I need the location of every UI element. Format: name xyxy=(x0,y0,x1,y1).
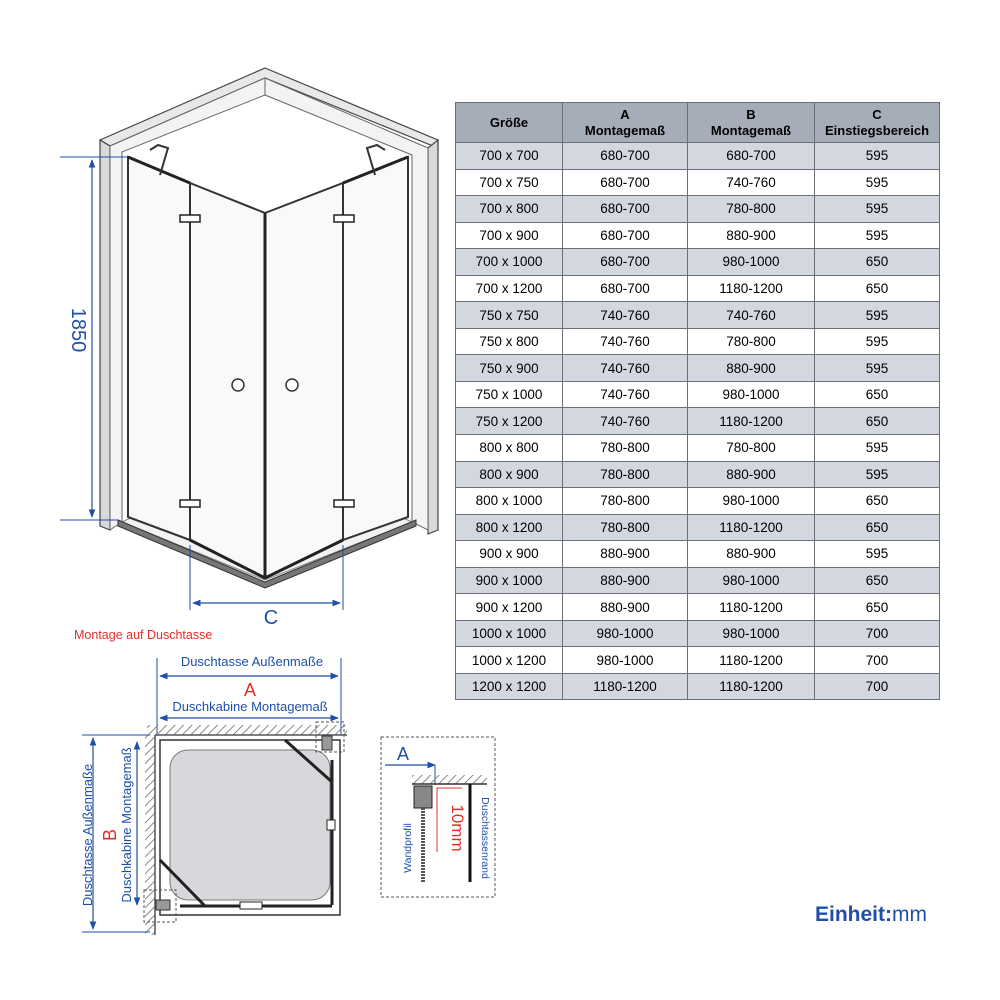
table-cell: 800 x 1000 xyxy=(456,488,563,515)
table-cell: 1180-1200 xyxy=(563,673,688,700)
table-row xyxy=(456,673,940,700)
tray-outer-label: Duschtasse Außenmaße xyxy=(180,654,324,669)
table-row xyxy=(456,143,940,170)
table-cell: 595 xyxy=(815,302,940,329)
table-row xyxy=(456,169,940,196)
table-row xyxy=(456,196,940,223)
cabin-mount-vertical-label: Duschkabine Montagemaß xyxy=(119,747,134,903)
table-cell: 650 xyxy=(815,275,940,302)
table-cell: 980-1000 xyxy=(688,249,815,276)
table-cell: 650 xyxy=(815,594,940,621)
table-cell: 880-900 xyxy=(688,541,815,568)
table-row xyxy=(456,275,940,302)
header-a: A Montagemaß xyxy=(563,103,688,143)
table-cell: 650 xyxy=(815,381,940,408)
table-cell: 780-800 xyxy=(563,488,688,515)
table-cell: 780-800 xyxy=(688,435,815,462)
table-cell: 740-760 xyxy=(563,302,688,329)
table-cell: 1180-1200 xyxy=(688,673,815,700)
table-cell: 700 x 1200 xyxy=(456,275,563,302)
detail-10mm-label: 10mm xyxy=(448,804,467,852)
table-cell: 700 x 1000 xyxy=(456,249,563,276)
table-cell: 880-900 xyxy=(563,567,688,594)
table-cell: 880-900 xyxy=(563,594,688,621)
table-cell: 595 xyxy=(815,222,940,249)
table-cell: 595 xyxy=(815,196,940,223)
table-cell: 595 xyxy=(815,541,940,568)
table-cell: 1180-1200 xyxy=(688,647,815,674)
table-cell: 780-800 xyxy=(563,461,688,488)
detail-tray-edge-label: Duschtassenrand xyxy=(479,797,491,879)
table-row xyxy=(456,620,940,647)
glass-left-door xyxy=(190,183,265,578)
hinge xyxy=(334,500,354,507)
table-cell: 750 x 900 xyxy=(456,355,563,382)
hinge xyxy=(180,500,200,507)
table-cell: 1180-1200 xyxy=(688,514,815,541)
table-row xyxy=(456,328,940,355)
mount-note: Montage auf Duschtasse xyxy=(74,628,213,642)
size-table xyxy=(455,102,940,700)
table-cell: 680-700 xyxy=(563,143,688,170)
table-cell: 740-760 xyxy=(688,302,815,329)
table-cell: 780-800 xyxy=(563,435,688,462)
header-size: Größe xyxy=(456,103,563,143)
table-cell: 700 x 700 xyxy=(456,143,563,170)
wall-hatch-top xyxy=(147,725,347,735)
table-cell: 780-800 xyxy=(688,328,815,355)
table-cell: 780-800 xyxy=(688,196,815,223)
wall-profile-shape xyxy=(414,786,432,808)
table-cell: 680-700 xyxy=(563,196,688,223)
table-cell: 595 xyxy=(815,328,940,355)
table-cell: 1000 x 1200 xyxy=(456,647,563,674)
detail-wall-hatch xyxy=(412,775,487,784)
cabin-mount-label: Duschkabine Montagemaß xyxy=(172,699,328,714)
table-row xyxy=(456,222,940,249)
table-cell: 740-760 xyxy=(563,381,688,408)
table-cell: 595 xyxy=(815,169,940,196)
table-cell: 980-1000 xyxy=(688,567,815,594)
table-cell: 680-700 xyxy=(688,143,815,170)
table-cell: 980-1000 xyxy=(688,381,815,408)
table-cell: 595 xyxy=(815,355,940,382)
table-cell: 750 x 1000 xyxy=(456,381,563,408)
table-cell: 740-760 xyxy=(563,328,688,355)
detail-a-view xyxy=(381,737,495,897)
table-cell: 650 xyxy=(815,514,940,541)
table-cell: 880-900 xyxy=(688,222,815,249)
glass-right-door xyxy=(265,183,343,578)
header-c: C Einstiegsbereich xyxy=(815,103,940,143)
table-cell: 595 xyxy=(815,435,940,462)
table-cell: 980-1000 xyxy=(563,620,688,647)
table-row xyxy=(456,514,940,541)
table-cell: 800 x 800 xyxy=(456,435,563,462)
tray-outer-vertical-label: Duschtasse Außenmaße xyxy=(80,763,95,907)
table-cell: 1200 x 1200 xyxy=(456,673,563,700)
header-b: B Montagemaß xyxy=(688,103,815,143)
detail-wall-profile-label: Wandprofil xyxy=(402,823,414,873)
table-cell: 880-900 xyxy=(688,461,815,488)
tray-basin xyxy=(170,750,330,900)
table-row xyxy=(456,381,940,408)
table-cell: 740-760 xyxy=(688,169,815,196)
table-cell: 650 xyxy=(815,249,940,276)
table-cell: 1180-1200 xyxy=(688,594,815,621)
c-label: C xyxy=(263,607,279,629)
table-cell: 650 xyxy=(815,408,940,435)
door-knob xyxy=(232,379,244,391)
table-cell: 750 x 800 xyxy=(456,328,563,355)
table-cell: 740-760 xyxy=(563,408,688,435)
table-cell: 900 x 900 xyxy=(456,541,563,568)
wall-hatch-left xyxy=(145,735,155,935)
table-cell: 900 x 1000 xyxy=(456,567,563,594)
door-knob xyxy=(286,379,298,391)
table-cell: 700 xyxy=(815,673,940,700)
table-cell: 1180-1200 xyxy=(688,408,815,435)
table-row xyxy=(456,435,940,462)
left-wall xyxy=(100,140,110,530)
table-cell: 650 xyxy=(815,488,940,515)
detail-a-label: A xyxy=(396,744,410,764)
table-row xyxy=(456,488,940,515)
table-row xyxy=(456,647,940,674)
table-row xyxy=(456,461,940,488)
table-cell: 800 x 1200 xyxy=(456,514,563,541)
table-cell: 880-900 xyxy=(563,541,688,568)
b-label: B xyxy=(100,828,120,842)
table-cell: 750 x 1200 xyxy=(456,408,563,435)
table-cell: 980-1000 xyxy=(563,647,688,674)
table-cell: 595 xyxy=(815,461,940,488)
right-wall xyxy=(428,140,438,534)
table-row xyxy=(456,355,940,382)
table-cell: 980-1000 xyxy=(688,488,815,515)
table-cell: 880-900 xyxy=(688,355,815,382)
hinge xyxy=(180,215,200,222)
table-cell: 700 x 750 xyxy=(456,169,563,196)
unit-label: Einheit:mm xyxy=(815,903,927,926)
table-row xyxy=(456,302,940,329)
table-cell: 650 xyxy=(815,567,940,594)
table-row xyxy=(456,594,940,621)
table-row xyxy=(456,249,940,276)
table-cell: 1180-1200 xyxy=(688,275,815,302)
table-cell: 740-760 xyxy=(563,355,688,382)
table-cell: 750 x 750 xyxy=(456,302,563,329)
table-cell: 700 xyxy=(815,620,940,647)
table-row xyxy=(456,541,940,568)
table-cell: 680-700 xyxy=(563,249,688,276)
table-cell: 800 x 900 xyxy=(456,461,563,488)
table-cell: 700 xyxy=(815,647,940,674)
table-row xyxy=(456,408,940,435)
table-cell: 1000 x 1000 xyxy=(456,620,563,647)
height-label: 1850 xyxy=(67,307,89,353)
hinge xyxy=(334,215,354,222)
table-cell: 680-700 xyxy=(563,275,688,302)
table-header-row xyxy=(456,103,940,143)
table-cell: 900 x 1200 xyxy=(456,594,563,621)
table-cell: 680-700 xyxy=(563,222,688,249)
table-cell: 595 xyxy=(815,143,940,170)
table-cell: 700 x 900 xyxy=(456,222,563,249)
top-view xyxy=(74,628,347,935)
table-row xyxy=(456,567,940,594)
perspective-view xyxy=(60,68,438,629)
a-label: A xyxy=(243,680,257,700)
table-cell: 680-700 xyxy=(563,169,688,196)
table-cell: 980-1000 xyxy=(688,620,815,647)
table-cell: 700 x 800 xyxy=(456,196,563,223)
table-cell: 780-800 xyxy=(563,514,688,541)
